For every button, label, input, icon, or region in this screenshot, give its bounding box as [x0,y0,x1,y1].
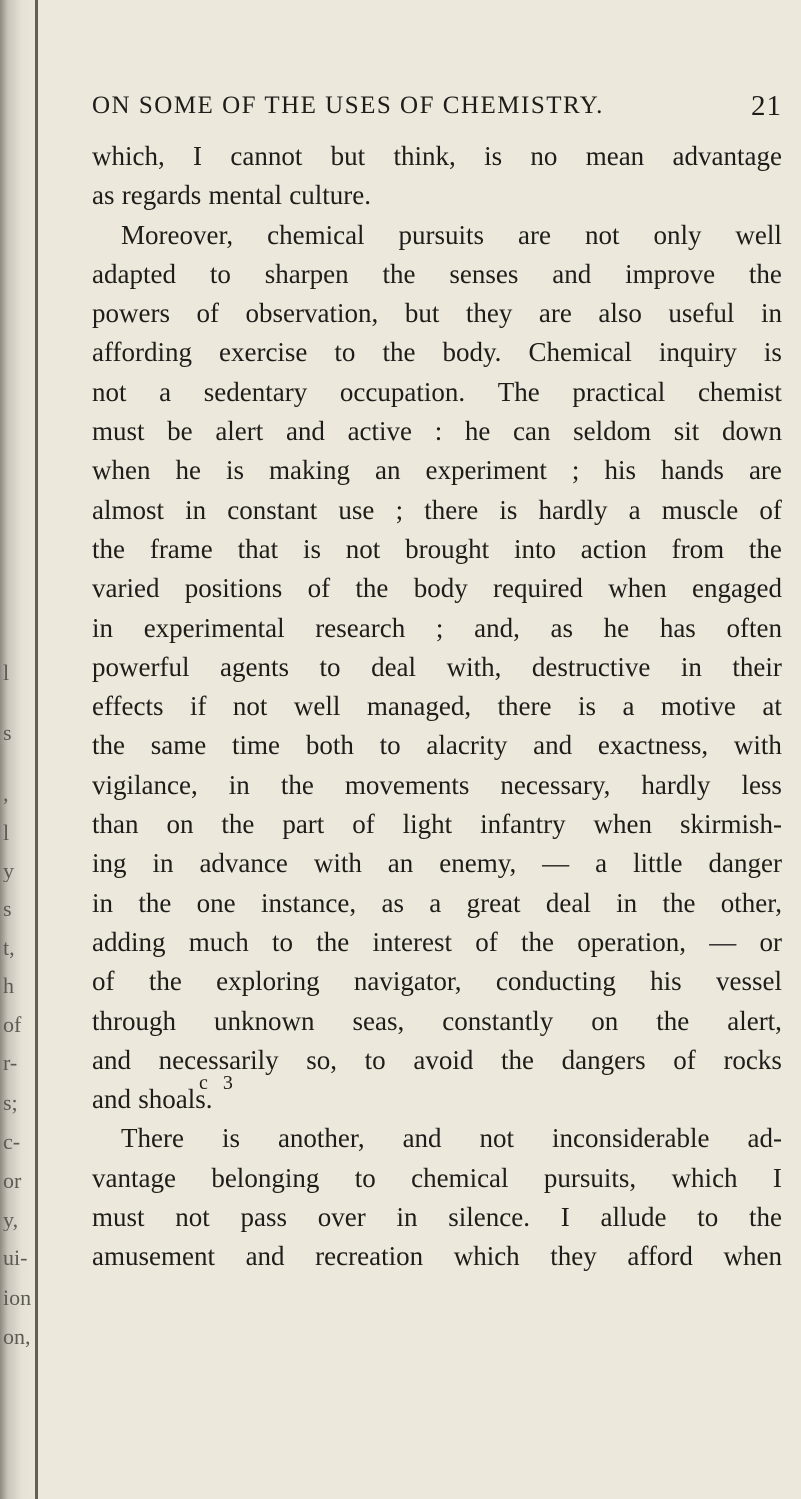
word: chemist [697,376,782,407]
word: motive [660,691,736,722]
word: occupation. [339,376,466,407]
word: to [379,730,401,761]
word: alacrity [426,730,508,761]
word: when [608,573,667,604]
word: another, [277,1123,365,1154]
word: advantage [672,141,782,171]
word: improve [625,258,716,289]
word: the [148,966,182,997]
word: engaged [692,573,782,604]
word: but [330,141,366,171]
word: same [150,730,207,761]
word: pursuits, [543,1162,637,1193]
word: in [185,494,207,525]
word: light [402,809,453,840]
word: not [232,691,268,722]
word: Moreover, [121,219,234,250]
word: and, [474,612,520,643]
word: hardly [641,769,711,800]
word: on [591,1005,619,1036]
word: ; [395,494,404,525]
text-line [92,412,782,451]
text-line [92,884,782,923]
margin-fragment: or [3,1170,22,1192]
word: vessel [716,966,782,997]
word: to [209,258,231,289]
word: Chemical [528,337,632,368]
word: vigilance, [92,769,198,800]
word: a [595,848,608,879]
word: instance, [260,887,357,918]
word: when [723,1241,782,1272]
word: destructive [531,651,651,682]
word: avoid [413,1044,474,1075]
word: from [671,533,725,564]
word: and [402,1123,442,1154]
word: to [697,1202,719,1233]
word: recreation [315,1241,424,1272]
word: to [319,651,341,682]
word: almost [92,494,164,525]
word: afford [627,1241,693,1272]
word: as [92,180,115,211]
word: cannot [230,141,303,171]
text-line [92,333,782,372]
word: making [268,455,350,486]
margin-fragment: c- [3,1131,21,1153]
word: through [92,1005,176,1036]
word: ; [571,455,580,486]
margin-fragment: ui- [3,1247,28,1269]
word: — [542,848,570,879]
word: body [413,573,468,604]
text-line [92,609,782,648]
word: enemy, [439,848,517,879]
word: as [381,887,404,918]
word: amusement [92,1241,215,1272]
word: the [748,533,782,564]
text-line [92,216,782,255]
text-line [92,962,782,1001]
word: experimental [143,612,285,643]
word: is [302,533,321,564]
word: ad- [747,1123,782,1154]
word: mean [585,141,645,171]
word: observation, [245,298,379,329]
word: he [175,455,201,486]
word: affording [92,337,192,368]
word: active [347,416,413,447]
margin-fragment: s; [3,1092,18,1114]
word: skirmish- [679,809,782,840]
word: the [382,258,416,289]
word: sharpen [264,258,349,289]
word: use [338,494,375,525]
word: in [616,887,638,918]
word: to [354,1162,376,1193]
word: and [92,1044,131,1075]
page-gutter-shadow [0,0,40,1499]
word: down [721,416,782,447]
word: so, [306,1044,338,1075]
word: and [552,258,592,289]
word: muscle [661,494,739,525]
word: which [453,1241,520,1272]
word: of [759,494,782,525]
word: I [772,1162,782,1193]
word: the [748,258,782,289]
word: which [671,1162,738,1193]
word: dangers [561,1044,646,1075]
word: they [550,1241,597,1272]
word: with [733,730,782,761]
word: to [272,926,294,957]
word: also [598,298,642,329]
word: deal [371,651,417,682]
word: his [650,966,682,997]
margin-fragment: h [3,975,14,997]
word: senses [449,258,519,289]
word: exploring [216,966,320,997]
word: at [762,691,782,722]
word: required [492,573,583,604]
word: frame [149,533,213,564]
word: I [193,141,203,171]
word: seldom [573,416,652,447]
word: in [92,612,114,643]
word: there [497,691,552,722]
margin-fragment: t, [3,937,15,959]
word: when [92,455,151,486]
word: useful [668,298,735,329]
word: hands [660,455,724,486]
word: shoals. [138,1084,213,1115]
word: the [656,1005,690,1036]
word: danger [708,848,782,879]
word: managed, [366,691,472,722]
word: pursuits [398,219,485,250]
word: not [345,533,381,564]
word: well [735,219,782,250]
margin-fragment: r- [3,1052,18,1074]
word: is [484,141,503,171]
word: little [633,848,683,879]
text-line [92,1002,782,1041]
word: often [726,612,782,643]
text-line [92,1080,782,1119]
word: mental [208,180,283,211]
text-line [92,569,782,608]
margin-fragment: on, [3,1326,31,1348]
word: the [316,926,350,957]
word: the [382,337,416,368]
word: no [530,141,558,171]
word: in [92,887,114,918]
word: only [653,219,702,250]
word: conducting [495,966,616,997]
word: movements [344,769,470,800]
word: with, [446,651,502,682]
word: exactness, [597,730,709,761]
word: has [659,612,696,643]
word: the [355,573,389,604]
word: the [521,926,554,957]
word: there [424,494,479,525]
word: over [317,1202,366,1233]
word: exercise [218,337,308,368]
margin-fragment: , [3,783,9,805]
word: is [763,337,782,368]
word: one [196,887,236,918]
word: not [584,219,620,250]
word: sit [673,416,700,447]
word: part [282,809,325,840]
signature-mark: c 3 [199,1072,238,1094]
word: regards [121,180,202,211]
word: in [396,1202,418,1233]
margin-fragment: l [3,662,10,684]
margin-fragment: s [3,722,12,744]
word: of [196,298,220,329]
margin-fragment: ion [3,1287,31,1309]
word: advance [199,848,288,879]
word: to [334,337,356,368]
word: the [92,533,125,564]
text-line [92,294,782,333]
text-line [92,451,782,490]
word: seas, [352,1005,405,1036]
word: not [92,376,127,407]
text-line [92,1159,782,1198]
word: culture. [289,180,372,211]
text-line [92,923,782,962]
text-line [92,373,782,412]
word: navigator, [353,966,462,997]
text-line [92,1041,782,1080]
word: are [538,298,572,329]
word: necessarily [158,1044,279,1075]
word: effects [92,691,164,722]
word: well [293,691,341,722]
word: a [159,376,172,407]
word: sedentary [203,376,308,407]
word: is [577,691,596,722]
word: he [464,416,491,447]
text-line [92,1119,782,1158]
word: are [518,219,551,250]
word: powerful [92,651,190,682]
word: the [662,887,696,918]
text-line [92,1237,782,1276]
margin-fragment: l [3,822,10,844]
text-line [92,687,782,726]
text-line [92,530,782,569]
word: adapted [92,258,176,289]
word: and [245,1241,285,1272]
word: if [189,691,207,722]
text-line [92,766,782,805]
word: infantry [480,809,566,840]
margin-fragment: y [3,860,14,882]
word: they [465,298,513,329]
word: allude [600,1202,667,1233]
word: in [152,848,174,879]
word: or [759,926,782,957]
word: the [221,809,255,840]
word: pass [240,1202,288,1233]
text-line [92,844,782,883]
word: necessary, [500,769,611,800]
word: is [499,494,518,525]
word: much [188,926,249,957]
word: agents [220,651,289,682]
word: constantly [442,1005,554,1036]
word: There [121,1123,184,1154]
word: is [221,1123,240,1154]
word: are [748,455,782,486]
word: in [680,651,702,682]
word: than [92,809,139,840]
word: a [429,887,442,918]
margin-fragment: of [3,1014,22,1036]
word: operation, [577,926,686,957]
word: belonging [211,1162,320,1193]
word: the [280,769,314,800]
word: with [313,848,362,879]
word: can [513,416,551,447]
word: when [593,809,653,840]
word: on [166,809,194,840]
word: — [709,926,737,957]
word: and [285,416,325,447]
word: that [237,533,279,564]
word: the [138,887,172,918]
word: must [92,1202,145,1233]
word: vantage [92,1162,176,1193]
word: an [374,455,401,486]
word: in [760,298,782,329]
word: of [92,966,115,997]
word: time [232,730,281,761]
word: must [92,416,145,447]
word: and [92,1084,131,1115]
margin-fragment: s [3,898,12,920]
word: ; [435,612,444,643]
word: the [92,730,125,761]
running-head-title: ON SOME OF THE USES OF CHEMISTRY. [92,92,604,119]
word: ing [92,848,127,879]
word: rocks [723,1044,782,1075]
word: his [604,455,636,486]
word: chemical [411,1162,509,1193]
word: of [352,809,375,840]
word: action [580,533,647,564]
word: think, [393,141,456,171]
word: brought [405,533,490,564]
word: in [228,769,250,800]
word: a [628,494,641,525]
word: the [501,1044,534,1075]
word: great [466,887,521,918]
word: both [305,730,354,761]
running-head [92,92,782,120]
word: inquiry [658,337,737,368]
word: alert, [727,1005,782,1036]
word: hardly [538,494,608,525]
word: which, [92,141,165,171]
word: silence. [448,1202,530,1233]
word: to [364,1044,386,1075]
word: The [497,376,540,407]
word: he [603,612,630,643]
text-line [92,176,782,215]
word: the [749,1202,782,1233]
word: research [315,612,406,643]
word: positions [184,573,283,604]
word: adding [92,926,166,957]
word: of [475,926,498,957]
word: I [560,1202,570,1233]
word: not [175,1202,210,1233]
page-number: 21 [751,90,782,122]
word: deal [545,887,591,918]
word: constant [227,494,318,525]
word: but [404,298,440,329]
word: powers [92,298,170,329]
word: their [732,651,782,682]
text-line [92,726,782,765]
book-spine-line [35,0,38,1499]
word: and [533,730,573,761]
word: not [479,1123,515,1154]
word: other, [720,887,782,918]
text-line [92,648,782,687]
word: as [550,612,573,643]
word: is [225,455,244,486]
word: inconsiderable [552,1123,710,1154]
word: a [622,691,635,722]
text-line [92,491,782,530]
word: : [434,416,443,447]
word: experiment [425,455,547,486]
word: alert [215,416,264,447]
text-line [92,137,782,176]
word: of [673,1044,696,1075]
margin-fragment: y, [3,1209,19,1231]
word: an [387,848,414,879]
word: of [307,573,331,604]
body-text [92,137,782,1277]
word: less [741,769,782,800]
word: into [513,533,556,564]
word: unknown [214,1005,315,1036]
word: practical [572,376,666,407]
word: varied [92,573,160,604]
text-line [92,1198,782,1237]
text-line [92,255,782,294]
word: be [167,416,193,447]
text-line [92,805,782,844]
word: body. [442,337,502,368]
word: chemical [267,219,365,250]
word: interest [372,926,452,957]
